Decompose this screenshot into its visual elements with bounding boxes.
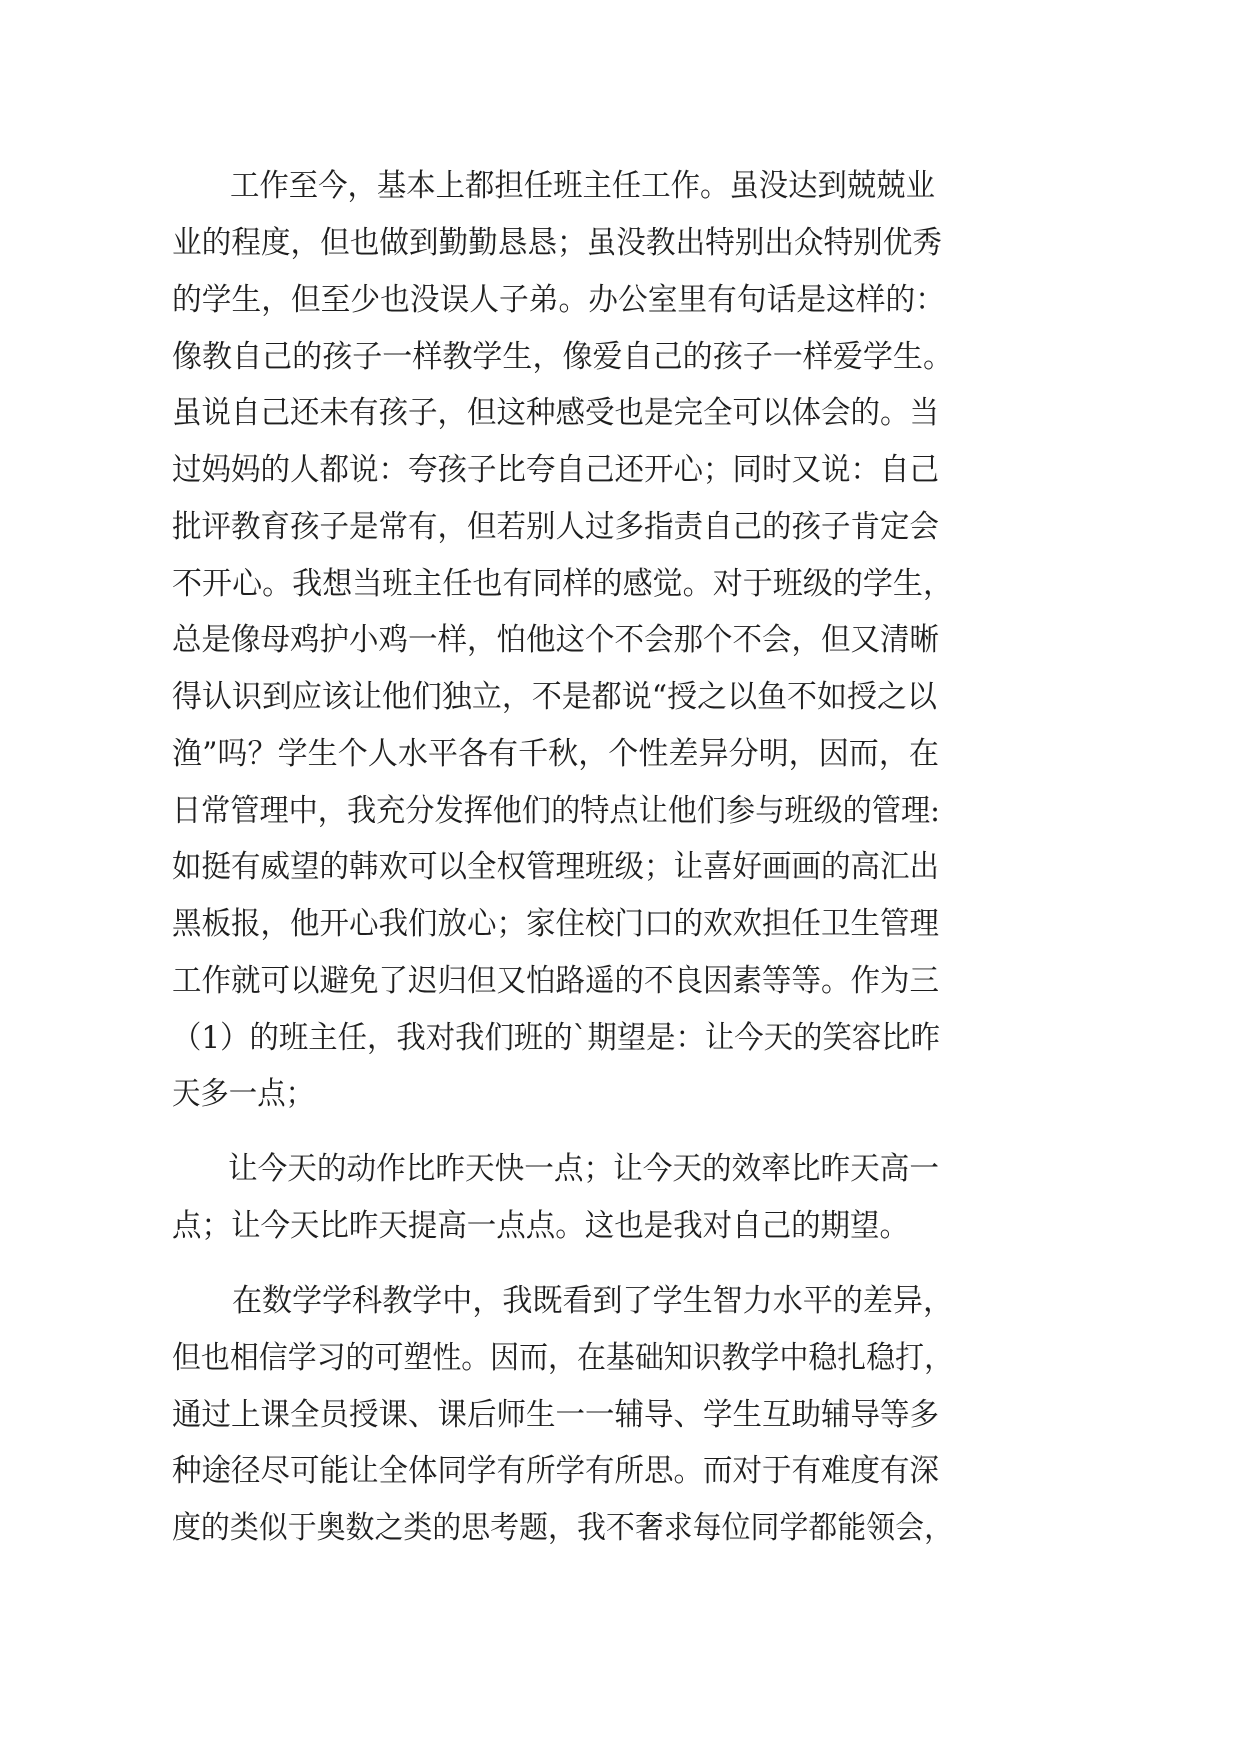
text-line bbox=[0, 449, 1241, 491]
text-line-content: 天多一点； bbox=[172, 1076, 314, 1112]
text-line bbox=[0, 1394, 1241, 1436]
text-line-content: 在数学学科教学中，我既看到了学生智力水平的差异， bbox=[232, 1283, 953, 1319]
text-line-content: 不开心。我想当班主任也有同样的感觉。对于班级的学生， bbox=[172, 566, 953, 602]
text-line bbox=[0, 336, 1241, 378]
text-line bbox=[0, 392, 1241, 434]
text-line-content: 点；让今天比昨天提高一点点。这也是我对自己的期望。 bbox=[172, 1208, 909, 1244]
text-line-content: 种途径尽可能让全体同学有所学有所思。而对于有难度有深 bbox=[172, 1453, 939, 1489]
text-line-content: 工作至今，基本上都担任班主任工作。虽没达到兢兢业 bbox=[230, 168, 935, 204]
text-line bbox=[0, 1337, 1241, 1379]
text-line-content: 但也相信学习的可塑性。因而，在基础知识教学中稳扎稳打， bbox=[172, 1340, 953, 1376]
text-line-content: 如挺有威望的韩欢可以全权管理班级；让喜好画画的高汇出 bbox=[172, 849, 939, 885]
text-line bbox=[0, 1073, 1241, 1115]
text-line-content: 度的类似于奥数之类的思考题，我不奢求每位同学都能领会， bbox=[172, 1510, 953, 1546]
text-line bbox=[0, 960, 1241, 1002]
text-line bbox=[0, 165, 1241, 207]
text-line bbox=[0, 222, 1241, 264]
text-line-content: 通过上课全员授课、课后师生一一辅导、学生互助辅导等多 bbox=[172, 1397, 939, 1433]
text-line-content: 日常管理中，我充分发挥他们的特点让他们参与班级的管理: bbox=[172, 793, 940, 829]
text-line-content: 虽说自己还未有孩子，但这种感受也是完全可以体会的。当 bbox=[172, 395, 939, 431]
text-line bbox=[0, 1450, 1241, 1492]
text-line-content: 业的程度，但也做到勤勤恳恳；虽没教出特别出众特别优秀 bbox=[172, 225, 942, 261]
text-line bbox=[0, 676, 1241, 718]
text-line bbox=[0, 619, 1241, 661]
text-line-content: （1）的班主任，我对我们班的`期望是：让今天的笑容比昨 bbox=[172, 1020, 940, 1056]
text-line bbox=[0, 506, 1241, 548]
text-line bbox=[0, 1507, 1241, 1549]
text-line-content: 让今天的动作比昨天快一点；让今天的效率比昨天高一 bbox=[228, 1151, 939, 1187]
text-line-content: 黑板报，他开心我们放心；家住校门口的欢欢担任卫生管理 bbox=[172, 906, 939, 942]
text-line bbox=[0, 1205, 1241, 1247]
text-line bbox=[0, 790, 1241, 832]
text-line-content: 像教自己的孩子一样教学生，像爱自己的孩子一样爱学生。 bbox=[172, 339, 953, 375]
text-line-content: 的学生，但至少也没误人子弟。办公室里有句话是这样的： bbox=[172, 282, 945, 318]
text-line-content: 渔”吗？学生个人水平各有千秋，个性差异分明，因而，在 bbox=[172, 736, 939, 772]
text-line-content: 总是像母鸡护小鸡一样，怕他这个不会那个不会，但又清晰 bbox=[172, 622, 939, 658]
text-line-content: 得认识到应该让他们独立，不是都说“授之以鱼不如授之以 bbox=[172, 679, 937, 715]
text-line-content: 过妈妈的人都说：夸孩子比夸自己还开心；同时又说：自己 bbox=[172, 452, 939, 488]
text-line bbox=[0, 846, 1241, 888]
text-line-content: 工作就可以避免了迟归但又怕路遥的不良因素等等。作为三 bbox=[172, 963, 939, 999]
text-line bbox=[0, 1017, 1241, 1059]
text-line bbox=[0, 1148, 1241, 1190]
text-line-content: 批评教育孩子是常有，但若别人过多指责自己的孩子肯定会 bbox=[172, 509, 939, 545]
text-line bbox=[0, 563, 1241, 605]
text-line bbox=[0, 733, 1241, 775]
text-line bbox=[0, 903, 1241, 945]
text-line bbox=[0, 1280, 1241, 1322]
text-line bbox=[0, 279, 1241, 321]
